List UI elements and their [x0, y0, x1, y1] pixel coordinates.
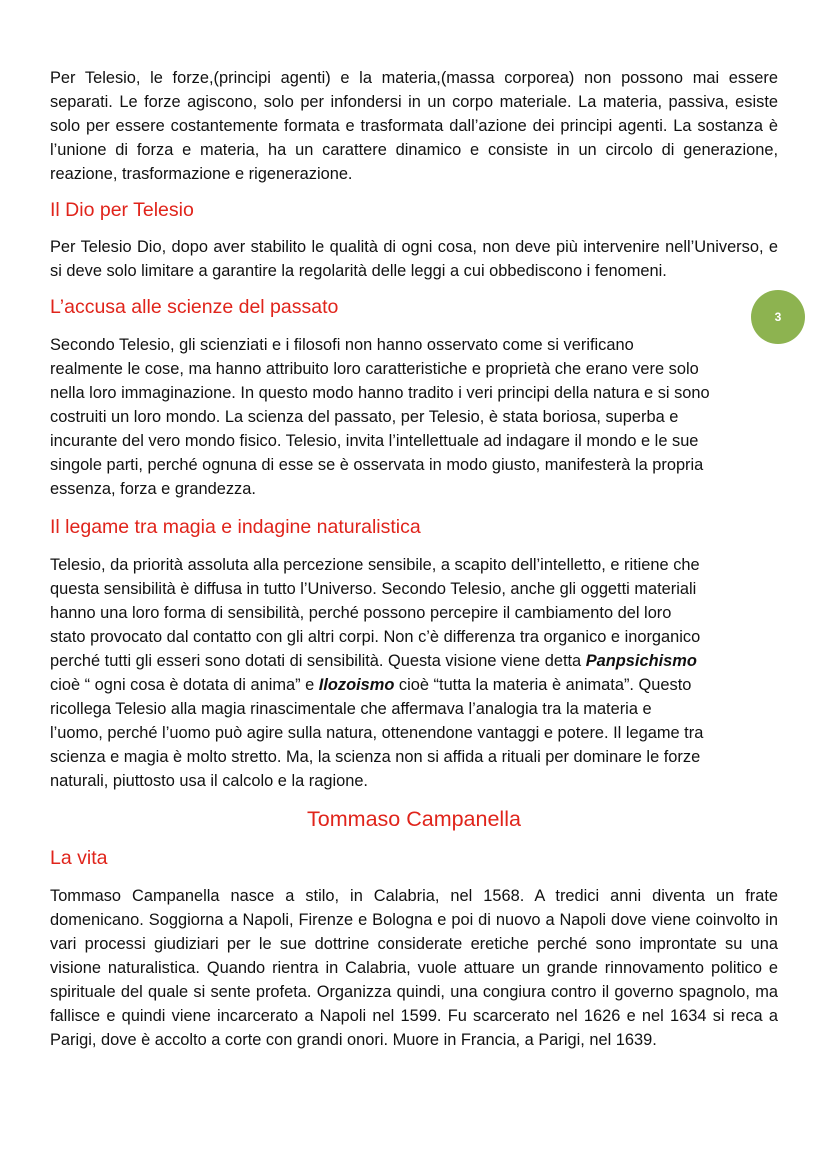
document-body: [50, 66, 778, 1052]
paragraph-legame: [50, 553, 778, 793]
text-line: cioè “ ogni cosa è dotata di anima” e: [50, 676, 319, 694]
text-line: realmente le cose, ma hanno attribuito loro caratteristiche e proprietà che erano vere solo: [50, 360, 699, 378]
text-line: singole parti, perché ognuna di esse se è osservata in modo giusto, manifesterà la propria: [50, 456, 704, 474]
heading-la-vita: La vita: [50, 847, 108, 869]
text-line: incurante del vero mondo fisico. Telesio, invita l’intellettuale ad indagare il mondo e le sue: [50, 432, 699, 450]
heading-accusa-scienze: L’accusa alle scienze del passato: [50, 296, 339, 318]
text-line: questa sensibilità è diffusa in tutto l’Universo. Secondo Telesio, anche gli oggetti materiali: [50, 580, 697, 598]
heading-dio-per-telesio: Il Dio per Telesio: [50, 199, 194, 221]
text-line: Secondo Telesio, gli scienziati e i filosofi non hanno osservato come si verificano: [50, 336, 634, 354]
text-line: essenza, forza e grandezza.: [50, 480, 256, 498]
term-ilozoismo: Ilozoismo: [318, 676, 395, 694]
text-line: l’uomo, perché l’uomo può agire sulla natura, ottenendone vantaggi e potere. Il legame tra: [50, 724, 704, 742]
paragraph-vita: Tommaso Campanella nasce a stilo, in Calabria, nel 1568. A tredici anni diventa un frate domenicano. Soggiorna a Napoli, Firenze e Bologna e poi di nuovo a Napoli dove viene coinvolto in vari processi giudiziari per le sue dottrine considerate eretiche perché sono improntate su una visione naturalistica. Quando rientra in Calabria, vuole attuare un grande rinnovamento politico e spirituale del quale si sente profeta. Organizza quindi, una congiura contro il governo spagnolo, ma fallisce e quindi viene incarcerato a Napoli nel 1599. Fu scarcerato nel 1626 e nel 1634 si reca a Parigi, dove è accolto a corte con grandi onori. Muore in Francia, a Parigi, nel 1639.: [50, 887, 778, 1049]
term-panpsichismo: Panpsichismo: [585, 652, 697, 670]
heading-legame-magia: Il legame tra magia e indagine naturalistica: [50, 516, 421, 538]
text-line: ricollega Telesio alla magia rinascimentale che affermava l’analogia tra la materia e: [50, 700, 652, 718]
text-line: hanno una loro forma di sensibilità, perché possono percepire il cambiamento del loro: [50, 604, 672, 622]
text-line: perché tutti gli esseri sono dotati di sensibilità. Questa visione viene detta: [50, 652, 586, 670]
heading-tommaso-campanella: Tommaso Campanella: [307, 807, 521, 831]
paragraph-dio: Per Telesio Dio, dopo aver stabilito le qualità di ogni cosa, non deve più intervenire nell’Universo, e si deve solo limitare a garantire la regolarità delle leggi a cui obbediscono i fenomeni.: [50, 238, 778, 280]
text-line: scienza e magia è molto stretto. Ma, la scienza non si affida a rituali per dominare le forze: [50, 748, 701, 766]
paragraph-accusa: [50, 333, 778, 501]
page-number-badge: 3: [751, 290, 805, 344]
text-line: costruiti un loro mondo. La scienza del passato, per Telesio, è stata boriosa, superba e: [50, 408, 679, 426]
paragraph-forze-materia: Per Telesio, le forze,(principi agenti) e la materia,(massa corporea) non possono mai essere separati. Le forze agiscono, solo per infondersi in un corpo materiale. La materia, passiva, esiste solo per essere costantemente formata e trasformata dall’azione dei principi agenti. La sostanza è l’unione di forza e materia, ha un carattere dinamico e consiste in un circolo di generazione, reazione, trasformazione e rigenerazione.: [50, 69, 778, 183]
text-line: naturali, piuttosto usa il calcolo e la ragione.: [50, 772, 368, 790]
text-line: stato provocato dal contatto con gli altri corpi. Non c’è differenza tra organico e inorganico: [50, 628, 701, 646]
text-line: nella loro immaginazione. In questo modo hanno tradito i veri principi della natura e si sono: [50, 384, 710, 402]
text-line: cioè “tutta la materia è animata”. Questo: [394, 676, 692, 694]
text-line: Telesio, da priorità assoluta alla percezione sensibile, a scapito dell’intelletto, e ritiene che: [50, 556, 700, 574]
